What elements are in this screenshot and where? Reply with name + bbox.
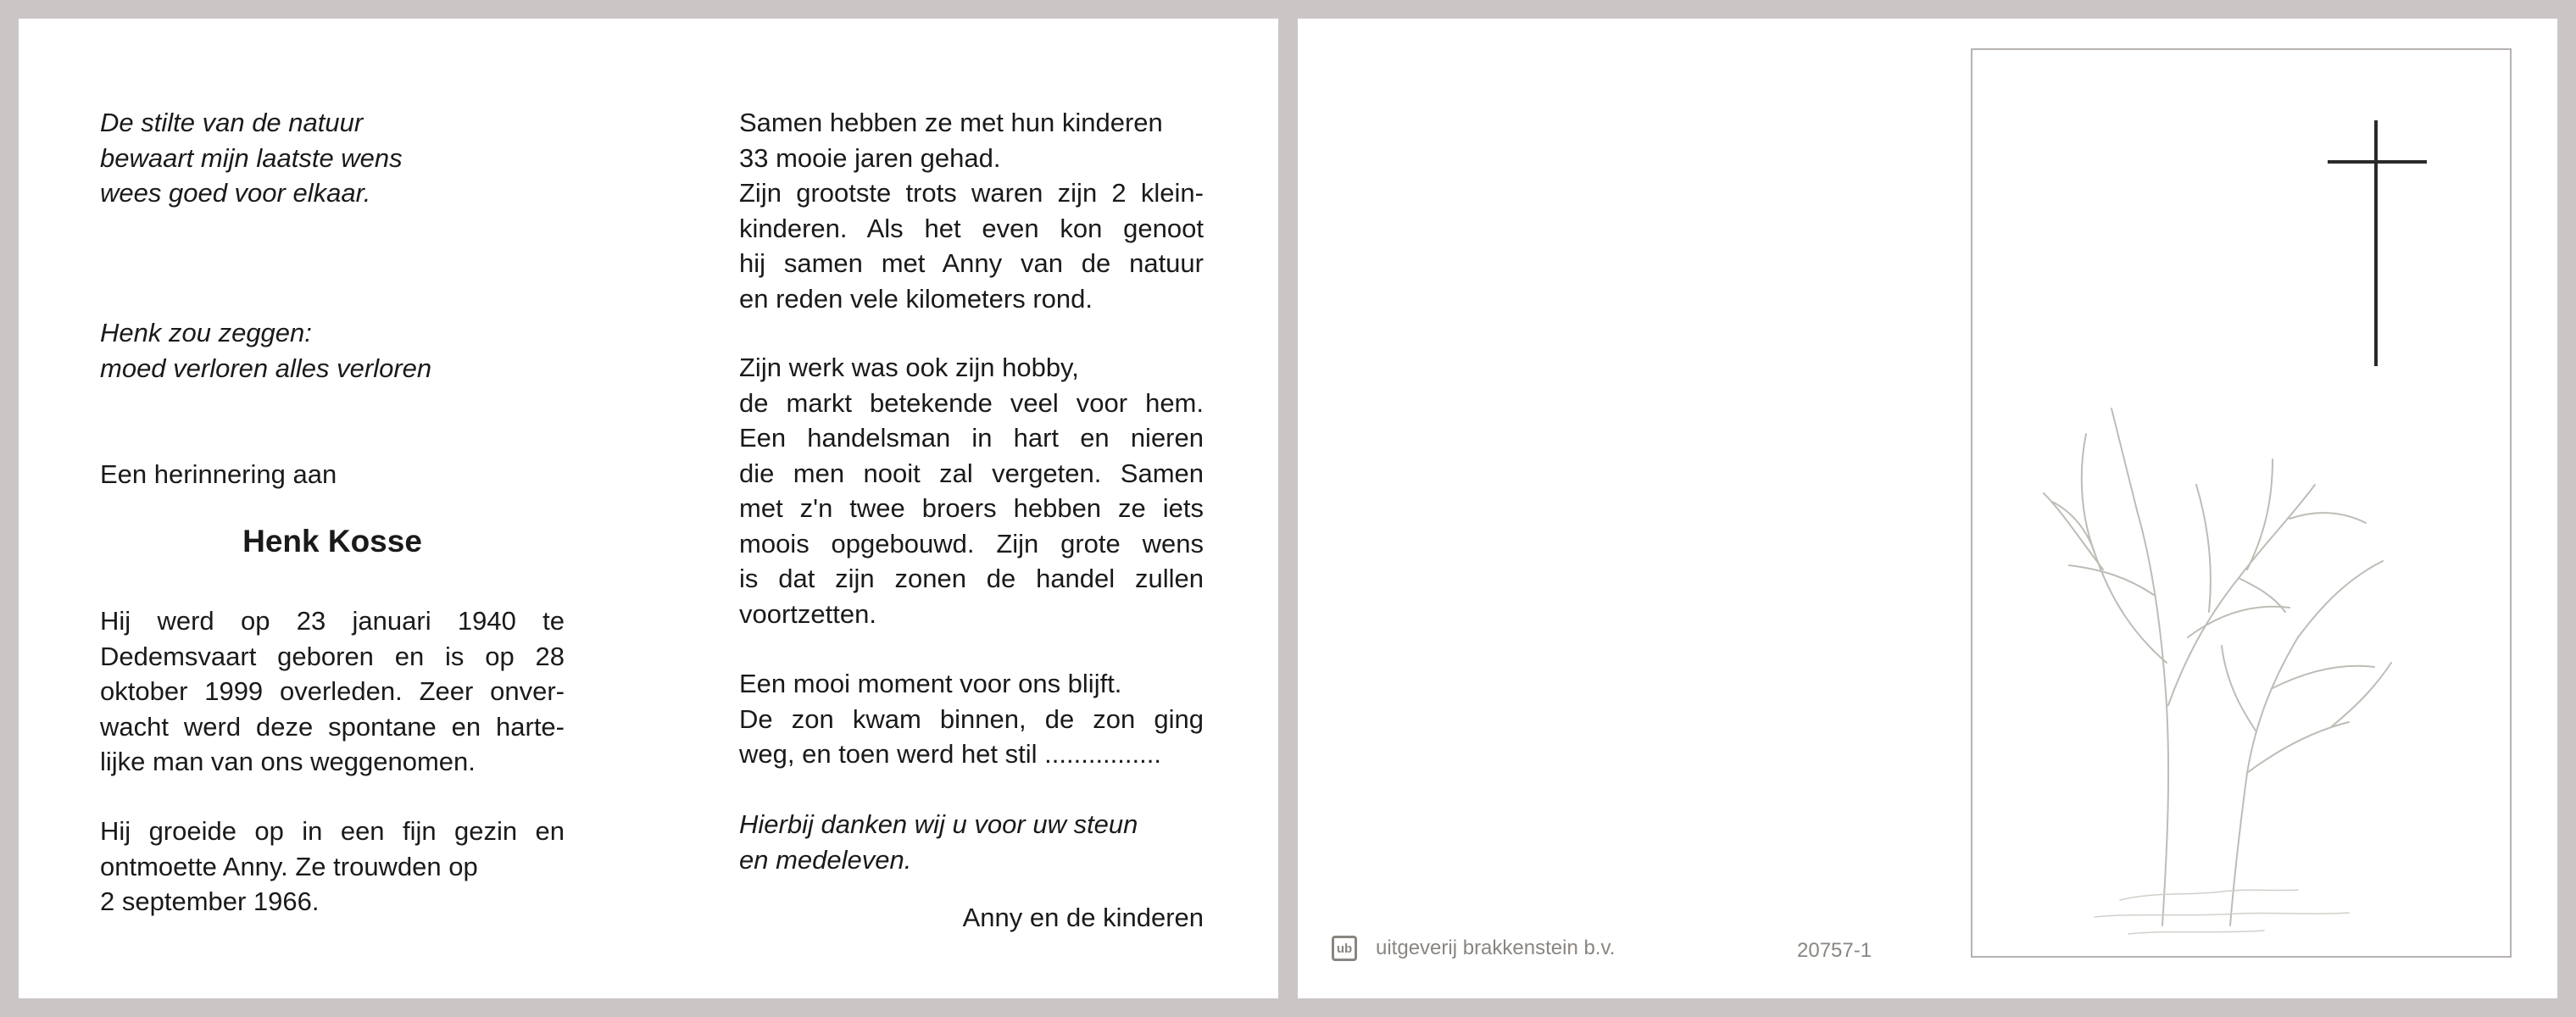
left-card-panel: [19, 19, 1278, 998]
signature: Anny en de kinderen: [962, 903, 1204, 932]
thanks-paragraph: [739, 807, 1204, 877]
bio-1-line: Dedemsvaart geboren en is op 28: [100, 641, 565, 671]
paragraph-3-line: weg, en toen werd het stil ................: [739, 739, 1161, 769]
paragraph-1-line: Samen hebben ze met hun kinderen: [739, 108, 1163, 137]
publisher-imprint: [1332, 936, 1615, 961]
bio-2-line: ontmoette Anny. Ze trouwden op: [100, 851, 478, 881]
paragraph-1-line: Zijn grootste trots waren zijn 2 klein-: [739, 178, 1204, 208]
bio-1-line: oktober 1999 overleden. Zeer onver-: [100, 676, 565, 706]
poem-1-line: bewaart mijn laatste wens: [100, 142, 403, 173]
paragraph-1: [739, 105, 1204, 316]
bio-1-line: lijke man van ons weggenomen.: [100, 747, 476, 776]
card-code: 20757-1: [1797, 939, 1872, 962]
bare-trees-illustration: [1993, 383, 2434, 942]
paragraph-1-line: 33 mooie jaren gehad.: [739, 142, 1001, 173]
poem-2-line: Henk zou zeggen:: [100, 318, 312, 347]
deceased-name: Henk Kosse: [242, 524, 422, 559]
cross-icon-vertical: [2374, 120, 2378, 366]
paragraph-2-line: voortzetten.: [739, 598, 876, 629]
memorial-intro-text: Een herinnering aan: [100, 459, 337, 489]
bio-paragraph-2: [100, 814, 565, 920]
poem-1: [100, 105, 565, 211]
paragraph-3-line: De zon kwam binnen, de zon ging: [739, 703, 1204, 734]
paragraph-2: [739, 350, 1204, 631]
bio-1-line: Hij werd op 23 januari 1940 te: [100, 606, 565, 636]
poem-2: [100, 315, 565, 386]
paragraph-3: [739, 666, 1204, 772]
paragraph-2-line: Een handelsman in hart en nieren: [739, 423, 1204, 453]
paragraph-1-line: hij samen met Anny van de natuur: [739, 248, 1204, 278]
poem-1-line: wees goed voor elkaar.: [100, 178, 371, 208]
paragraph-2-line: met z'n twee broers hebben ze iets: [739, 493, 1204, 523]
bio-paragraph-1: [100, 603, 565, 780]
bio-2-line: 2 september 1966.: [100, 886, 320, 916]
paragraph-1-line: kinderen. Als het even kon genoot: [739, 213, 1204, 243]
memorial-intro: [100, 457, 565, 492]
deceased-name-block: [100, 524, 565, 559]
paragraph-1-line: en reden vele kilometers rond.: [739, 283, 1093, 314]
publisher-name: uitgeverij brakkenstein b.v.: [1376, 936, 1616, 959]
bio-2-line: Hij groeide op in een fijn gezin en: [100, 816, 565, 846]
thanks-line: en medeleven.: [739, 844, 912, 875]
signature-block: [739, 900, 1204, 936]
paragraph-2-line: die men nooit zal vergeten. Samen: [739, 458, 1204, 488]
poem-1-line: De stilte van de natuur: [100, 108, 364, 137]
paragraph-2-line: moois opgebouwd. Zijn grote wens: [739, 528, 1204, 559]
thanks-line: Hierbij danken wij u voor uw steun: [739, 809, 1138, 839]
cross-icon-horizontal: [2328, 160, 2427, 164]
right-card-panel: [1298, 19, 2557, 998]
poem-2-line: moed verloren alles verloren: [100, 353, 432, 383]
paragraph-2-line: Zijn werk was ook zijn hobby,: [739, 353, 1079, 382]
paragraph-2-line: de markt betekende veel voor hem.: [739, 387, 1204, 418]
bio-1-line: wacht werd deze spontane en harte-: [100, 711, 565, 742]
publisher-logo-icon: ub: [1332, 936, 1357, 961]
paragraph-3-line: Een mooi moment voor ons blijft.: [739, 669, 1122, 698]
paragraph-2-line: is dat zijn zonen de handel zullen: [739, 564, 1204, 593]
